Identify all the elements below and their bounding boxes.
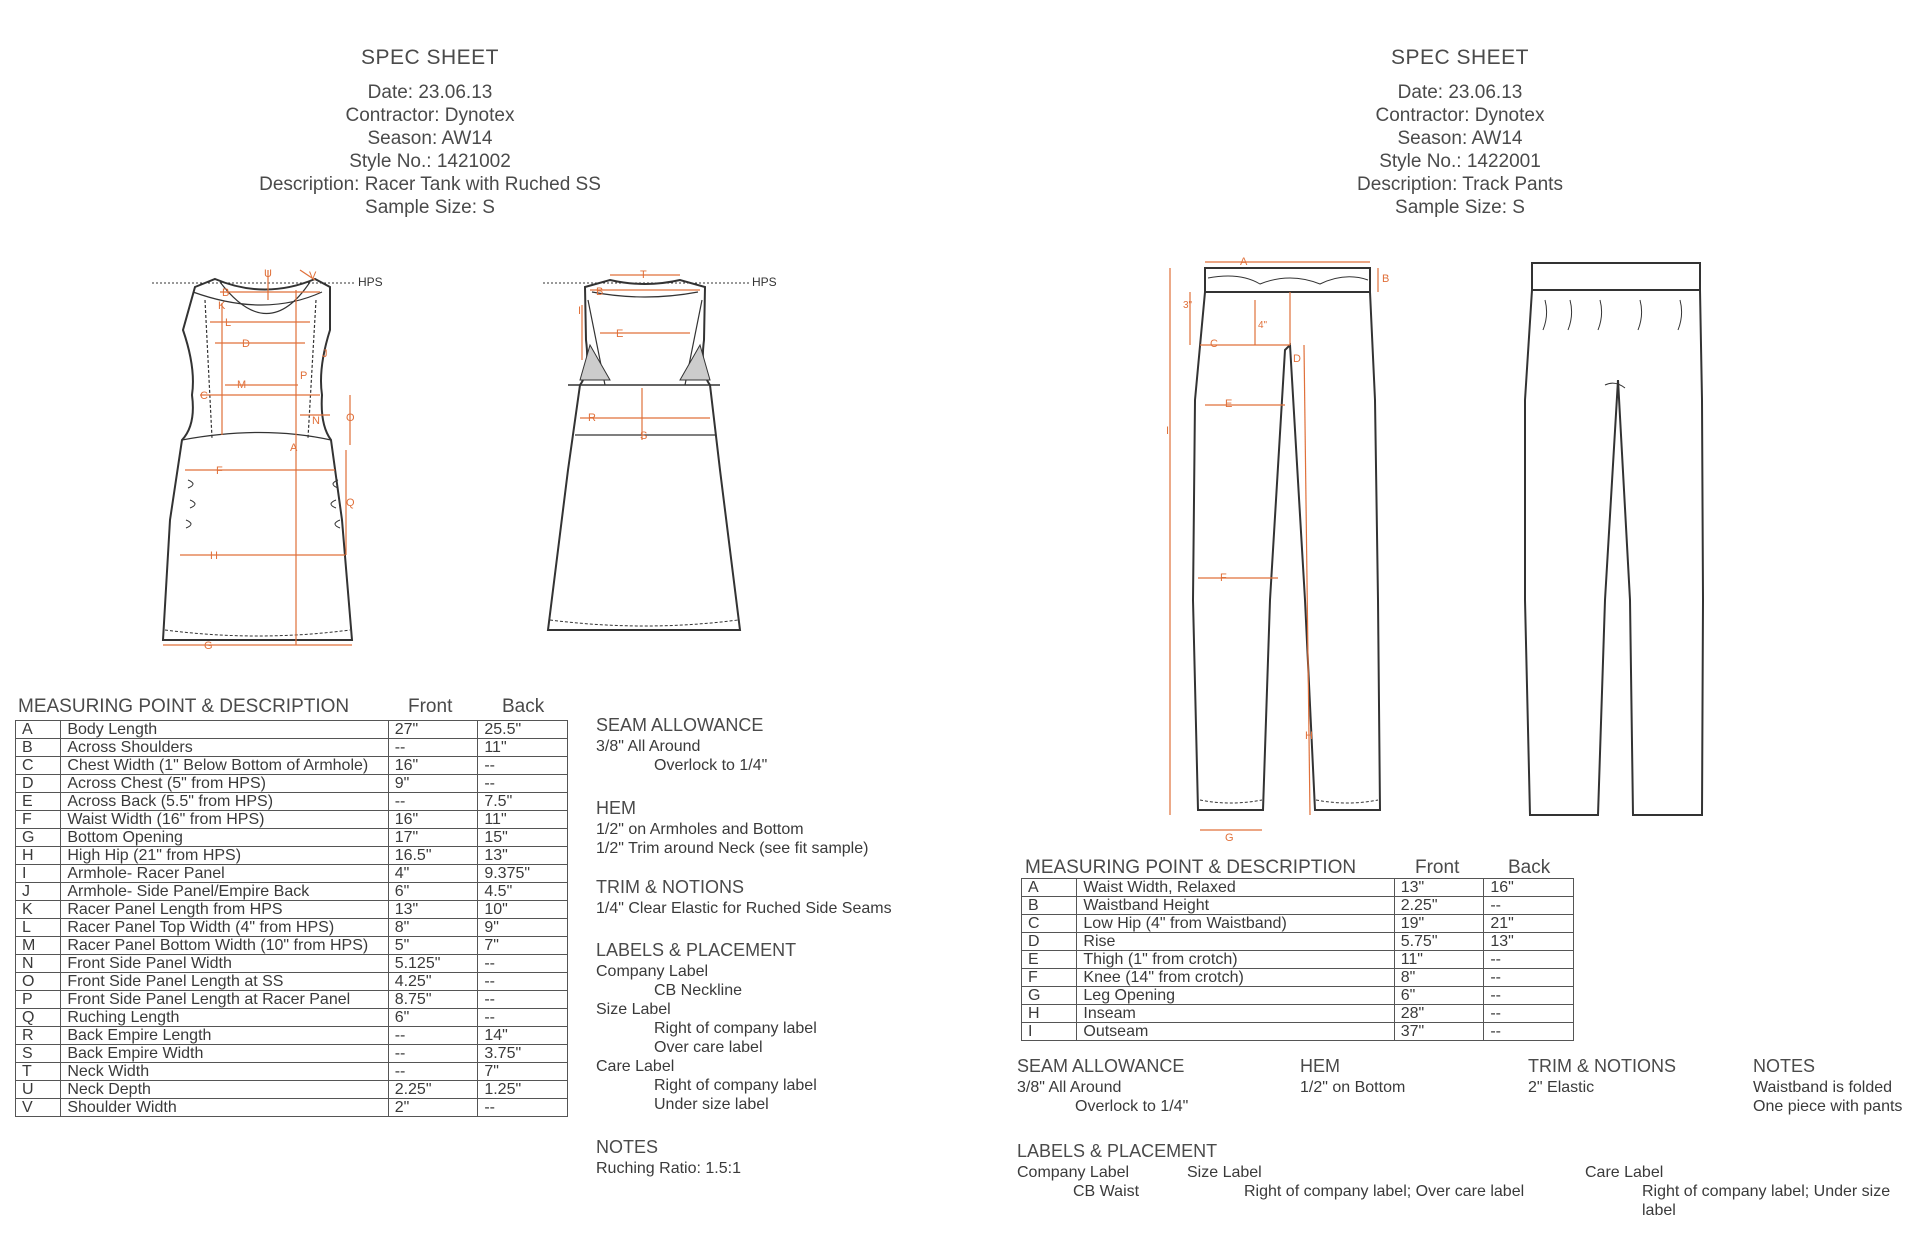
table-row — [16, 829, 568, 847]
measure-code: S — [16, 1045, 61, 1063]
left-seam-line2: Overlock to 1/4" — [654, 757, 768, 774]
table-row — [1022, 969, 1574, 987]
measure-code: D — [1022, 933, 1077, 951]
back-value: -- — [1484, 1005, 1574, 1023]
measure-description: Neck Width — [61, 1063, 388, 1081]
table-row — [1022, 1023, 1574, 1041]
measure-label-M: M — [237, 379, 247, 391]
front-value: 8" — [388, 919, 478, 937]
measure-description: High Hip (21" from HPS) — [61, 847, 388, 865]
left-contractor: Contractor: Dynotex — [345, 105, 515, 126]
right-seam-line1: 3/8" All Around — [1017, 1079, 1122, 1096]
table-row — [1022, 915, 1574, 933]
measure-code: P — [16, 991, 61, 1009]
back-value: 9.375" — [478, 865, 568, 883]
measure-description: Neck Depth — [61, 1081, 388, 1099]
back-value: -- — [478, 991, 568, 1009]
measure-label-H: H — [210, 550, 218, 562]
front-value: 5.125" — [388, 955, 478, 973]
back-label-S: S — [640, 430, 648, 442]
back-value: 7" — [478, 937, 568, 955]
back-value: 11" — [478, 811, 568, 829]
measure-label-G: G — [204, 640, 213, 652]
table-row — [16, 775, 568, 793]
right-seam-line2: Overlock to 1/4" — [1075, 1098, 1189, 1115]
table-row — [16, 883, 568, 901]
measure-code: T — [16, 1063, 61, 1081]
left-hem-heading: HEM — [596, 798, 636, 818]
pant-label-B: B — [1382, 273, 1390, 285]
pant-label-3in: 3" — [1183, 300, 1193, 311]
measure-description: Leg Opening — [1077, 987, 1394, 1005]
left-notes-heading: NOTES — [596, 1137, 659, 1157]
measure-label-V: V — [309, 270, 317, 282]
front-value: -- — [388, 739, 478, 757]
left-care-label: Care Label — [596, 1058, 675, 1075]
measure-label-N: N — [312, 415, 320, 427]
left-col-back: Back — [502, 696, 545, 717]
front-value: 19" — [1394, 915, 1484, 933]
back-value: -- — [478, 973, 568, 991]
back-value: 10" — [478, 901, 568, 919]
measure-description: Shoulder Width — [61, 1099, 388, 1117]
left-labels-heading: LABELS & PLACEMENT — [596, 940, 797, 960]
measure-code: Q — [16, 1009, 61, 1027]
measure-description: Racer Panel Top Width (4" from HPS) — [61, 919, 388, 937]
back-value: -- — [478, 1099, 568, 1117]
back-value: 9" — [478, 919, 568, 937]
pant-label-C: C — [1210, 338, 1218, 350]
measure-description: Armhole- Racer Panel — [61, 865, 388, 883]
table-row — [16, 1009, 568, 1027]
left-trim-heading: TRIM & NOTIONS — [596, 877, 744, 897]
front-value: 17" — [388, 829, 478, 847]
table-row — [1022, 987, 1574, 1005]
front-value: 13" — [1394, 879, 1484, 897]
pant-label-4in: 4" — [1258, 320, 1268, 331]
front-value: 13" — [388, 901, 478, 919]
pant-label-D: D — [1293, 353, 1301, 365]
left-labels-block — [596, 941, 817, 1114]
table-row — [1022, 933, 1574, 951]
front-value: 2" — [388, 1099, 478, 1117]
left-date: Date: 23.06.13 — [367, 82, 493, 103]
measure-description: Back Empire Length — [61, 1027, 388, 1045]
right-notes-heading: NOTES — [1753, 1056, 1816, 1076]
table-row — [16, 937, 568, 955]
measure-description: Low Hip (4" from Waistband) — [1077, 915, 1394, 933]
back-value: 7.5" — [478, 793, 568, 811]
back-value: 7" — [478, 1063, 568, 1081]
front-value: 11" — [1394, 951, 1484, 969]
table-row — [16, 721, 568, 739]
right-size-label: Size Label — [1187, 1164, 1262, 1181]
right-notes-block — [1753, 1057, 1902, 1116]
left-company-place: CB Neckline — [654, 982, 743, 999]
left-description: Description: Racer Tank with Ruched SS — [259, 174, 601, 195]
left-trim-block — [596, 878, 892, 918]
right-hem-line1: 1/2" on Bottom — [1300, 1079, 1406, 1096]
right-notes-line2: One piece with pants — [1753, 1098, 1903, 1115]
back-label-I: I — [578, 305, 582, 317]
left-seam-line1: 3/8" All Around — [596, 738, 701, 755]
front-value: 8.75" — [388, 991, 478, 1009]
right-trim-block — [1528, 1057, 1676, 1097]
right-company-label: Company Label — [1017, 1164, 1130, 1181]
front-value: 6" — [388, 883, 478, 901]
left-size-place1: Right of company label — [654, 1020, 817, 1037]
measure-description: Front Side Panel Length at SS — [61, 973, 388, 991]
measure-code: D — [16, 775, 61, 793]
back-label-T: T — [640, 269, 647, 281]
front-value: -- — [388, 793, 478, 811]
front-value: 5.75" — [1394, 933, 1484, 951]
measure-code: K — [16, 901, 61, 919]
right-sample-size: Sample Size: S — [1395, 197, 1525, 218]
measure-description: Across Shoulders — [61, 739, 388, 757]
pant-label-I: I — [1166, 425, 1170, 437]
table-row — [16, 973, 568, 991]
front-value: 9" — [388, 775, 478, 793]
measure-description: Racer Panel Length from HPS — [61, 901, 388, 919]
measure-code: O — [16, 973, 61, 991]
back-value: -- — [1484, 951, 1574, 969]
front-value: 4" — [388, 865, 478, 883]
measure-description: Armhole- Side Panel/Empire Back — [61, 883, 388, 901]
back-value: 11" — [478, 739, 568, 757]
measure-label-O: O — [346, 412, 355, 424]
back-value: -- — [478, 775, 568, 793]
back-value: 3.75" — [478, 1045, 568, 1063]
table-row — [1022, 879, 1574, 897]
measure-code: A — [16, 721, 61, 739]
table-row — [1022, 1005, 1574, 1023]
right-care-label: Care Label — [1585, 1164, 1664, 1181]
measure-description: Chest Width (1" Below Bottom of Armhole) — [61, 757, 388, 775]
measure-label-L: L — [225, 317, 232, 329]
left-sample-size: Sample Size: S — [365, 197, 495, 218]
tank-front-hps-label: HPS — [358, 275, 383, 289]
left-col-front: Front — [408, 696, 453, 717]
left-table-heading: MEASURING POINT & DESCRIPTION — [18, 696, 350, 717]
measure-description: Across Chest (5" from HPS) — [61, 775, 388, 793]
right-trim-heading: TRIM & NOTIONS — [1528, 1056, 1676, 1076]
measure-code: G — [16, 829, 61, 847]
table-row — [16, 1063, 568, 1081]
front-value: 4.25" — [388, 973, 478, 991]
table-row — [1022, 897, 1574, 915]
measure-code: L — [16, 919, 61, 937]
pant-label-E: E — [1225, 398, 1233, 410]
table-row — [16, 955, 568, 973]
right-title: SPEC SHEET — [1390, 46, 1530, 69]
back-value: 15" — [478, 829, 568, 847]
measure-label-D: D — [242, 338, 250, 350]
left-season: Season: AW14 — [367, 128, 493, 149]
measure-label-B: B — [222, 287, 230, 299]
measure-description: Knee (14" from crotch) — [1077, 969, 1394, 987]
table-row — [16, 1045, 568, 1063]
measure-code: G — [1022, 987, 1077, 1005]
table-row — [16, 793, 568, 811]
measure-description: Rise — [1077, 933, 1394, 951]
table-row — [16, 739, 568, 757]
measure-code: R — [16, 1027, 61, 1045]
measure-description: Ruching Length — [61, 1009, 388, 1027]
measure-description: Front Side Panel Width — [61, 955, 388, 973]
back-value: 4.5" — [478, 883, 568, 901]
back-value: -- — [478, 1009, 568, 1027]
measure-label-Q: Q — [346, 497, 355, 509]
back-value: 13" — [1484, 933, 1574, 951]
back-value: 16" — [1484, 879, 1574, 897]
measure-code: M — [16, 937, 61, 955]
right-style-no: Style No.: 1422001 — [1379, 151, 1541, 172]
right-size-place: Right of company label; Over care label — [1244, 1183, 1525, 1200]
measure-label-P: P — [300, 370, 308, 382]
measure-code: U — [16, 1081, 61, 1099]
pant-label-G: G — [1225, 832, 1234, 844]
left-company-label: Company Label — [596, 963, 709, 980]
measure-description: Racer Panel Bottom Width (10" from HPS) — [61, 937, 388, 955]
front-value: -- — [388, 1045, 478, 1063]
measure-code: B — [16, 739, 61, 757]
front-value: 6" — [1394, 987, 1484, 1005]
front-value: 27" — [388, 721, 478, 739]
left-title: SPEC SHEET — [360, 46, 500, 69]
table-row — [16, 991, 568, 1009]
left-hem-block — [596, 799, 868, 858]
table-row — [16, 901, 568, 919]
measure-description: Waist Width, Relaxed — [1077, 879, 1394, 897]
right-date: Date: 23.06.13 — [1397, 82, 1523, 103]
right-notes-line1: Waistband is folded — [1753, 1079, 1893, 1096]
pant-label-F: F — [1220, 572, 1227, 584]
measure-code: I — [1022, 1023, 1077, 1041]
measure-description: Waistband Height — [1077, 897, 1394, 915]
right-company-place: CB Waist — [1073, 1183, 1140, 1200]
back-label-R: R — [588, 412, 596, 424]
left-care-place1: Right of company label — [654, 1077, 817, 1094]
left-hem-line1: 1/2" on Armholes and Bottom — [596, 821, 804, 838]
measure-description: Waist Width (16" from HPS) — [61, 811, 388, 829]
measure-description: Inseam — [1077, 1005, 1394, 1023]
front-value: -- — [388, 1027, 478, 1045]
front-value: 5" — [388, 937, 478, 955]
measure-code: H — [1022, 1005, 1077, 1023]
table-row — [16, 919, 568, 937]
measure-code: V — [16, 1099, 61, 1117]
measure-label-U: U — [264, 268, 272, 280]
measure-code: E — [16, 793, 61, 811]
left-measure-table — [15, 720, 568, 1117]
right-hem-heading: HEM — [1300, 1056, 1340, 1076]
measure-description: Outseam — [1077, 1023, 1394, 1041]
measure-code: J — [16, 883, 61, 901]
right-description: Description: Track Pants — [1357, 174, 1563, 195]
back-value: 25.5" — [478, 721, 568, 739]
measure-description: Front Side Panel Length at Racer Panel — [61, 991, 388, 1009]
left-notes-line1: Ruching Ratio: 1.5:1 — [596, 1160, 741, 1177]
back-value: -- — [1484, 987, 1574, 1005]
front-value: 16.5" — [388, 847, 478, 865]
right-col-back: Back — [1508, 857, 1551, 878]
back-value: 14" — [478, 1027, 568, 1045]
table-row — [16, 1099, 568, 1117]
back-value: 13" — [478, 847, 568, 865]
front-value: 8" — [1394, 969, 1484, 987]
right-seam-block — [1017, 1057, 1188, 1116]
right-contractor: Contractor: Dynotex — [1375, 105, 1545, 126]
right-care-place: Right of company label; Under size label — [1642, 1183, 1891, 1219]
right-trim-line1: 2" Elastic — [1528, 1079, 1595, 1096]
back-value: 21" — [1484, 915, 1574, 933]
back-label-E: E — [616, 328, 624, 340]
left-seam-block — [596, 716, 767, 775]
right-hem-block — [1300, 1057, 1405, 1097]
left-notes-block — [596, 1138, 741, 1178]
table-row — [16, 865, 568, 883]
measure-label-F: F — [216, 465, 223, 477]
measure-code: F — [16, 811, 61, 829]
left-seam-heading: SEAM ALLOWANCE — [596, 715, 764, 735]
measure-label-K: K — [218, 300, 226, 312]
right-measure-table — [1021, 878, 1574, 1041]
left-style-no: Style No.: 1421002 — [349, 151, 511, 172]
pant-label-A: A — [1240, 256, 1248, 268]
back-value: 1.25" — [478, 1081, 568, 1099]
measure-label-A: A — [290, 442, 298, 454]
right-seam-heading: SEAM ALLOWANCE — [1017, 1056, 1185, 1076]
left-hem-line2: 1/2" Trim around Neck (see fit sample) — [596, 840, 869, 857]
front-value: 2.25" — [388, 1081, 478, 1099]
measure-code: N — [16, 955, 61, 973]
left-size-place2: Over care label — [654, 1039, 763, 1056]
measure-code: E — [1022, 951, 1077, 969]
measure-description: Across Back (5.5" from HPS) — [61, 793, 388, 811]
right-season: Season: AW14 — [1397, 128, 1523, 149]
back-value: -- — [478, 955, 568, 973]
right-col-front: Front — [1415, 857, 1460, 878]
back-value: -- — [478, 757, 568, 775]
pant-label-H: H — [1305, 730, 1313, 742]
measure-label-J: J — [322, 348, 328, 360]
measure-code: H — [16, 847, 61, 865]
measure-code: B — [1022, 897, 1077, 915]
measure-code: I — [16, 865, 61, 883]
table-row — [16, 811, 568, 829]
measure-code: F — [1022, 969, 1077, 987]
right-labels-heading: LABELS & PLACEMENT — [1017, 1141, 1218, 1161]
front-value: 28" — [1394, 1005, 1484, 1023]
measure-description: Thigh (1" from crotch) — [1077, 951, 1394, 969]
front-value: -- — [388, 1063, 478, 1081]
left-care-place2: Under size label — [654, 1096, 769, 1113]
left-trim-line1: 1/4" Clear Elastic for Ruched Side Seams — [596, 900, 892, 917]
right-table-heading: MEASURING POINT & DESCRIPTION — [1025, 857, 1357, 878]
table-row — [16, 757, 568, 775]
front-value: 16" — [388, 811, 478, 829]
front-value: 2.25" — [1394, 897, 1484, 915]
measure-label-C: C — [200, 390, 208, 402]
back-label-B: B — [596, 286, 604, 298]
left-size-label: Size Label — [596, 1001, 671, 1018]
front-value: 6" — [388, 1009, 478, 1027]
table-row — [16, 847, 568, 865]
measure-code: A — [1022, 879, 1077, 897]
measure-description: Bottom Opening — [61, 829, 388, 847]
front-value: 37" — [1394, 1023, 1484, 1041]
measure-description: Back Empire Width — [61, 1045, 388, 1063]
right-labels-block — [1017, 1141, 1917, 1219]
tank-back-hps-label: HPS — [752, 275, 777, 289]
measure-code: C — [1022, 915, 1077, 933]
back-value: -- — [1484, 1023, 1574, 1041]
measure-description: Body Length — [61, 721, 388, 739]
back-value: -- — [1484, 969, 1574, 987]
back-value: -- — [1484, 897, 1574, 915]
front-value: 16" — [388, 757, 478, 775]
measure-code: C — [16, 757, 61, 775]
table-row — [16, 1081, 568, 1099]
table-row — [16, 1027, 568, 1045]
table-row — [1022, 951, 1574, 969]
